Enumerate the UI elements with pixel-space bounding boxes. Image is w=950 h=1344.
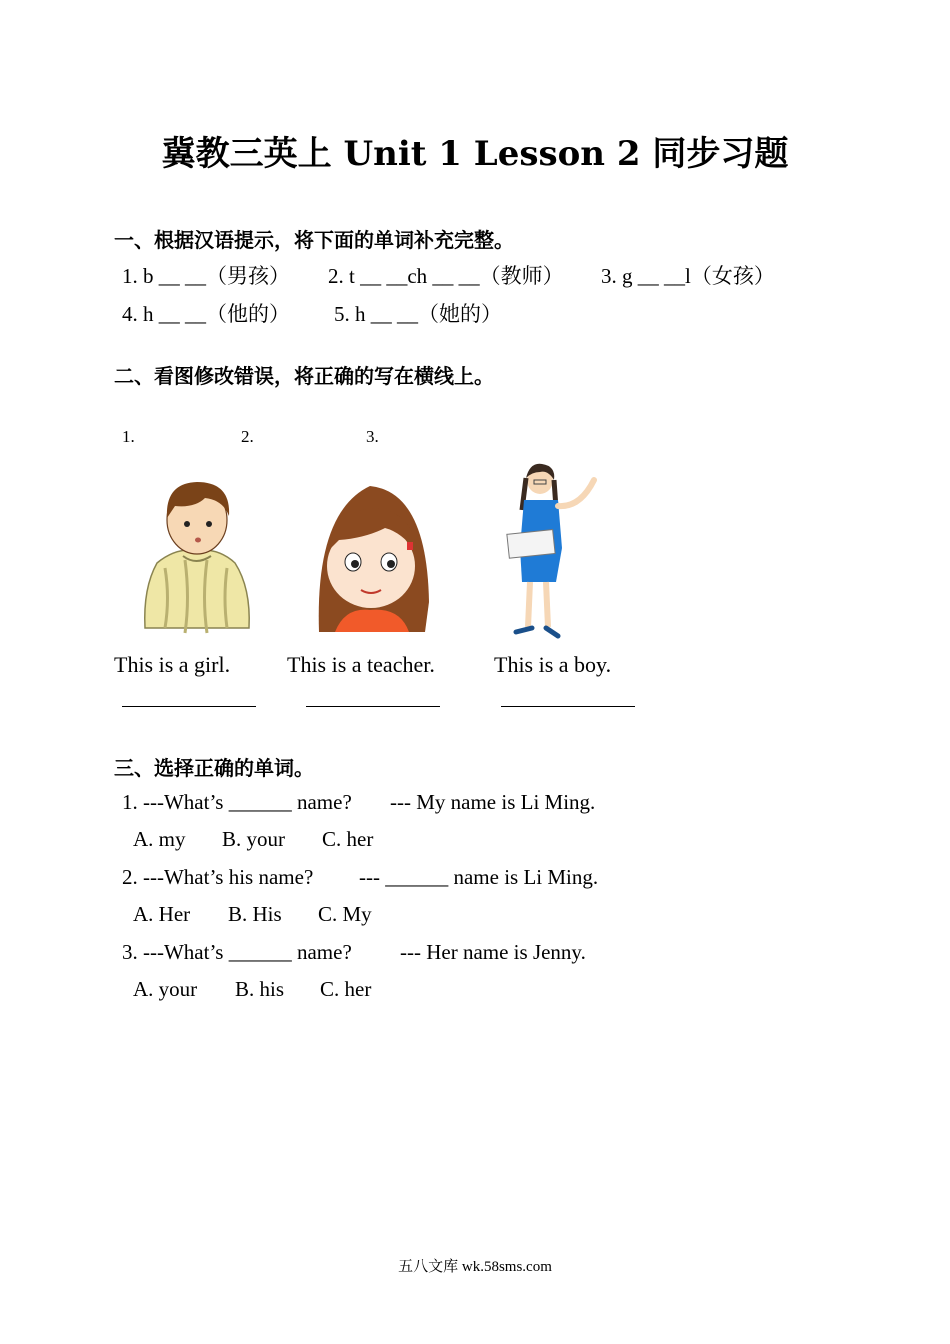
boy-illustration <box>135 478 257 638</box>
section-3-heading: 三、选择正确的单词。 <box>114 756 314 780</box>
fill-item-3: 3. g __ __l（女孩） <box>601 264 775 288</box>
caption-1: This is a girl. <box>114 652 231 677</box>
picture-number-1: 1. <box>122 427 135 446</box>
question-2: 2. ---What’s his name? <box>122 865 314 889</box>
option-1c[interactable]: C. her <box>322 827 374 851</box>
picture-number-2: 2. <box>241 427 254 446</box>
answer-1: --- My name is Li Ming. <box>390 790 596 814</box>
section-1-heading: 一、根据汉语提示，将下面的单词补充完整。 <box>114 228 514 252</box>
option-2c[interactable]: C. My <box>318 902 372 926</box>
question-3: 3. ---What’s ______ name? <box>122 940 352 964</box>
answer-line-1[interactable] <box>122 706 256 707</box>
option-1a[interactable]: A. my <box>133 827 186 851</box>
section-2-heading: 二、看图修改错误，将正确的写在横线上。 <box>114 364 494 388</box>
option-3c[interactable]: C. her <box>320 977 372 1001</box>
page-title: 冀教三英上 Unit 1 Lesson 2 同步习题 <box>161 134 789 174</box>
option-1b[interactable]: B. your <box>222 827 285 851</box>
caption-3: This is a boy. <box>494 652 612 677</box>
fill-item-5: 5. h __ __（她的） <box>334 302 502 326</box>
answer-line-2[interactable] <box>306 706 440 707</box>
option-2a[interactable]: A. Her <box>133 902 191 926</box>
picture-number-3: 3. <box>366 427 379 446</box>
option-2b[interactable]: B. His <box>228 902 282 926</box>
fill-item-1: 1. b __ __（男孩） <box>122 264 290 288</box>
caption-2: This is a teacher. <box>287 652 435 677</box>
answer-line-3[interactable] <box>501 706 635 707</box>
footer-source: 五八文库 wk.58sms.com <box>398 1259 552 1275</box>
fill-item-2: 2. t __ __ch __ __（教师） <box>328 264 564 288</box>
answer-2: --- ______ name is Li Ming. <box>359 865 599 889</box>
option-3a[interactable]: A. your <box>133 977 198 1001</box>
girl-illustration <box>305 482 435 638</box>
fill-item-4: 4. h __ __（他的） <box>122 302 290 326</box>
option-3b[interactable]: B. his <box>235 977 285 1001</box>
teacher-girl-illustration <box>500 462 608 642</box>
answer-3: --- Her name is Jenny. <box>400 940 586 964</box>
question-1: 1. ---What’s ______ name? <box>122 790 352 814</box>
